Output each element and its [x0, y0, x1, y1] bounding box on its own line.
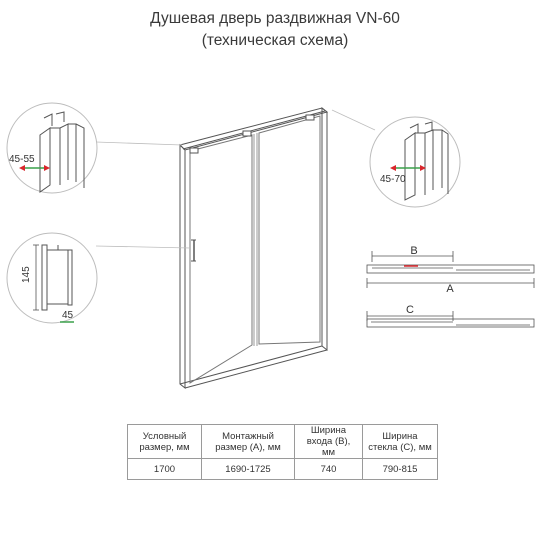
profile-right-dim-label: 45-70 — [380, 174, 406, 185]
value-nominal-size: 1700 — [128, 459, 202, 480]
spec-table — [127, 424, 438, 480]
spec-table-header-row — [128, 425, 438, 459]
title-line-2: (техническая схема) — [201, 32, 349, 49]
plan-label-c: C — [406, 304, 414, 316]
profile-callout-left — [7, 103, 97, 193]
value-glass-width: 790-815 — [363, 459, 438, 480]
value-mount-size: 1690-1725 — [202, 459, 295, 480]
glass-panel-left — [190, 135, 252, 383]
header-mount-size: Монтажный размер (А), мм — [202, 425, 295, 459]
plan-label-b: B — [410, 245, 418, 257]
door-handle — [191, 240, 196, 261]
header-entry-width: Ширина входа (B), мм — [295, 425, 363, 459]
handle-callout — [7, 233, 97, 323]
handle-width-label: 45 — [62, 310, 74, 321]
header-nominal-size: Условный размер, мм — [128, 425, 202, 459]
header-glass-width: Ширина стекла (C), мм — [363, 425, 438, 459]
title-line-1: Душевая дверь раздвижная VN-60 — [150, 10, 400, 27]
value-entry-width: 740 — [295, 459, 363, 480]
right-post — [322, 108, 327, 350]
spec-table-value-row — [128, 459, 438, 480]
profile-left-dim-label: 45-55 — [9, 154, 35, 165]
glass-panel-right — [259, 116, 320, 344]
profile-callout-right — [370, 117, 460, 207]
handle-height-label: 145 — [21, 266, 32, 283]
plan-label-a: A — [446, 283, 454, 295]
left-post — [180, 145, 185, 388]
door-elevation — [180, 108, 327, 388]
